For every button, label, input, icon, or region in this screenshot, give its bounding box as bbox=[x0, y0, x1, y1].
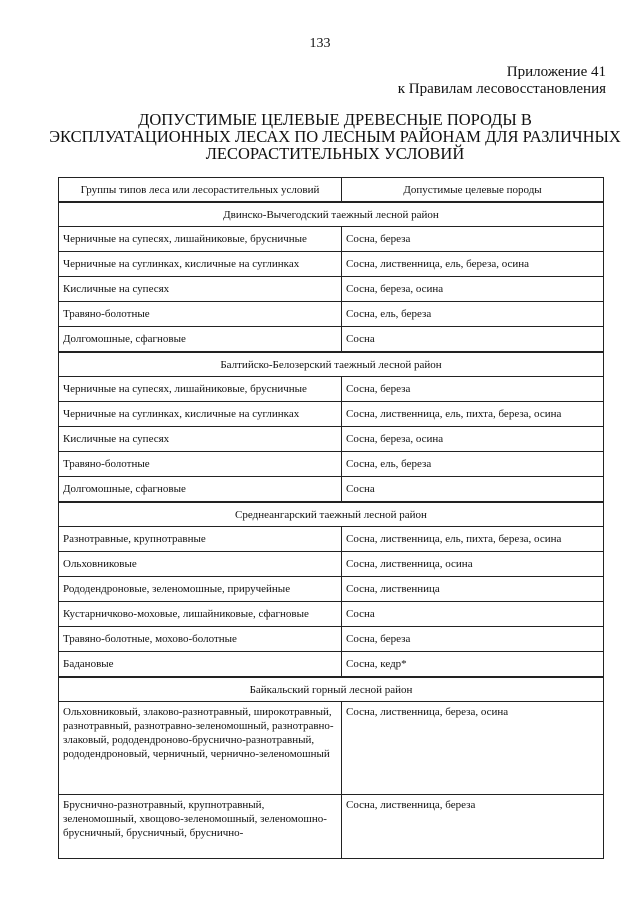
species-cell: Сосна bbox=[342, 602, 604, 627]
appendix-line-1: Приложение 41 bbox=[506, 64, 606, 80]
header-forest-groups: Группы типов леса или лесорастительных условий bbox=[59, 178, 342, 203]
species-cell: Сосна, лиственница, береза, осина bbox=[342, 702, 604, 795]
forest-group-cell: Травяно-болотные, мохово-болотные bbox=[59, 627, 342, 652]
region-name: Балтийско-Белозерский таежный лесной район bbox=[59, 352, 604, 377]
forest-group-cell: Кисличные на супесях bbox=[59, 427, 342, 452]
title-line-3: ЛЕСОРАСТИТЕЛЬНЫХ УСЛОВИЙ bbox=[205, 144, 465, 163]
table-row bbox=[59, 252, 604, 277]
forest-group-cell: Бруснично-разнотравный, крупнотравный, зеленомошный, хвощово-зеленомошный, зеленомошно-брусничный, брусничный, бруснично- bbox=[59, 795, 342, 859]
table-row bbox=[59, 652, 604, 678]
region-row bbox=[59, 202, 604, 227]
table-row bbox=[59, 627, 604, 652]
table-row bbox=[59, 452, 604, 477]
title-line-1: ДОПУСТИМЫЕ ЦЕЛЕВЫЕ ДРЕВЕСНЫЕ ПОРОДЫ В bbox=[138, 110, 532, 129]
table-row bbox=[59, 402, 604, 427]
appendix-reference bbox=[398, 64, 606, 98]
species-cell: Сосна, ель, береза bbox=[342, 302, 604, 327]
appendix-line-2: к Правилам лесовосстановления bbox=[397, 81, 606, 97]
species-cell: Сосна, кедр* bbox=[342, 652, 604, 678]
species-cell: Сосна, береза bbox=[342, 627, 604, 652]
table-row bbox=[59, 552, 604, 577]
species-cell: Сосна, лиственница, осина bbox=[342, 552, 604, 577]
region-row bbox=[59, 352, 604, 377]
table-row bbox=[59, 527, 604, 552]
region-name: Байкальский горный лесной район bbox=[59, 677, 604, 702]
table-header-row bbox=[59, 178, 604, 203]
species-cell: Сосна bbox=[342, 477, 604, 503]
table-row bbox=[59, 427, 604, 452]
species-cell: Сосна, лиственница, ель, пихта, береза, осина bbox=[342, 527, 604, 552]
species-cell: Сосна bbox=[342, 327, 604, 353]
forest-group-cell: Разнотравные, крупнотравные bbox=[59, 527, 342, 552]
header-target-species: Допустимые целевые породы bbox=[342, 178, 604, 203]
forest-group-cell: Долгомошные, сфагновые bbox=[59, 327, 342, 353]
table-row bbox=[59, 702, 604, 795]
table-row bbox=[59, 602, 604, 627]
forest-group-cell: Рододендроновые, зеленомошные, приручейные bbox=[59, 577, 342, 602]
title-line-2: ЭКСПЛУАТАЦИОННЫХ ЛЕСАХ ПО ЛЕСНЫМ РАЙОНАМ ДЛЯ РАЗЛИЧНЫХ bbox=[49, 127, 621, 146]
species-cell: Сосна, береза, осина bbox=[342, 427, 604, 452]
region-row bbox=[59, 677, 604, 702]
forest-group-cell: Черничные на супесях, лишайниковые, брусничные bbox=[59, 377, 342, 402]
table-row bbox=[59, 277, 604, 302]
tree-species-table bbox=[58, 177, 604, 859]
forest-group-cell: Травяно-болотные bbox=[59, 302, 342, 327]
forest-group-cell: Травяно-болотные bbox=[59, 452, 342, 477]
species-cell: Сосна, береза, осина bbox=[342, 277, 604, 302]
species-cell: Сосна, лиственница, ель, береза, осина bbox=[342, 252, 604, 277]
forest-group-cell: Черничные на супесях, лишайниковые, брусничные bbox=[59, 227, 342, 252]
region-row bbox=[59, 502, 604, 527]
table-row bbox=[59, 377, 604, 402]
species-cell: Сосна, лиственница bbox=[342, 577, 604, 602]
table-row bbox=[59, 227, 604, 252]
species-cell: Сосна, береза bbox=[342, 377, 604, 402]
document-title bbox=[40, 111, 630, 162]
forest-group-cell: Долгомошные, сфагновые bbox=[59, 477, 342, 503]
table-row bbox=[59, 577, 604, 602]
region-name: Двинско-Вычегодский таежный лесной район bbox=[59, 202, 604, 227]
table-row bbox=[59, 302, 604, 327]
species-cell: Сосна, лиственница, ель, пихта, береза, осина bbox=[342, 402, 604, 427]
forest-group-cell: Черничные на суглинках, кисличные на суглинках bbox=[59, 252, 342, 277]
forest-group-cell: Черничные на суглинках, кисличные на суглинках bbox=[59, 402, 342, 427]
region-name: Среднеангарский таежный лесной район bbox=[59, 502, 604, 527]
table-row bbox=[59, 327, 604, 353]
table-row bbox=[59, 477, 604, 503]
table-row bbox=[59, 795, 604, 859]
species-cell: Сосна, ель, береза bbox=[342, 452, 604, 477]
forest-group-cell: Ольховниковый, злаково-разнотравный, широкотравный, разнотравный, разнотравно-зеленомошный, разнотравно-злаковый, рододендроново-бруснично-разнотравный, рододендроновый, черничный, чернично-зеленомошный bbox=[59, 702, 342, 795]
species-cell: Сосна, лиственница, береза bbox=[342, 795, 604, 859]
species-cell: Сосна, береза bbox=[342, 227, 604, 252]
forest-group-cell: Кустарничково-моховые, лишайниковые, сфагновые bbox=[59, 602, 342, 627]
forest-group-cell: Кисличные на супесях bbox=[59, 277, 342, 302]
page-number: 133 bbox=[309, 36, 331, 51]
forest-group-cell: Ольховниковые bbox=[59, 552, 342, 577]
forest-group-cell: Бадановые bbox=[59, 652, 342, 678]
